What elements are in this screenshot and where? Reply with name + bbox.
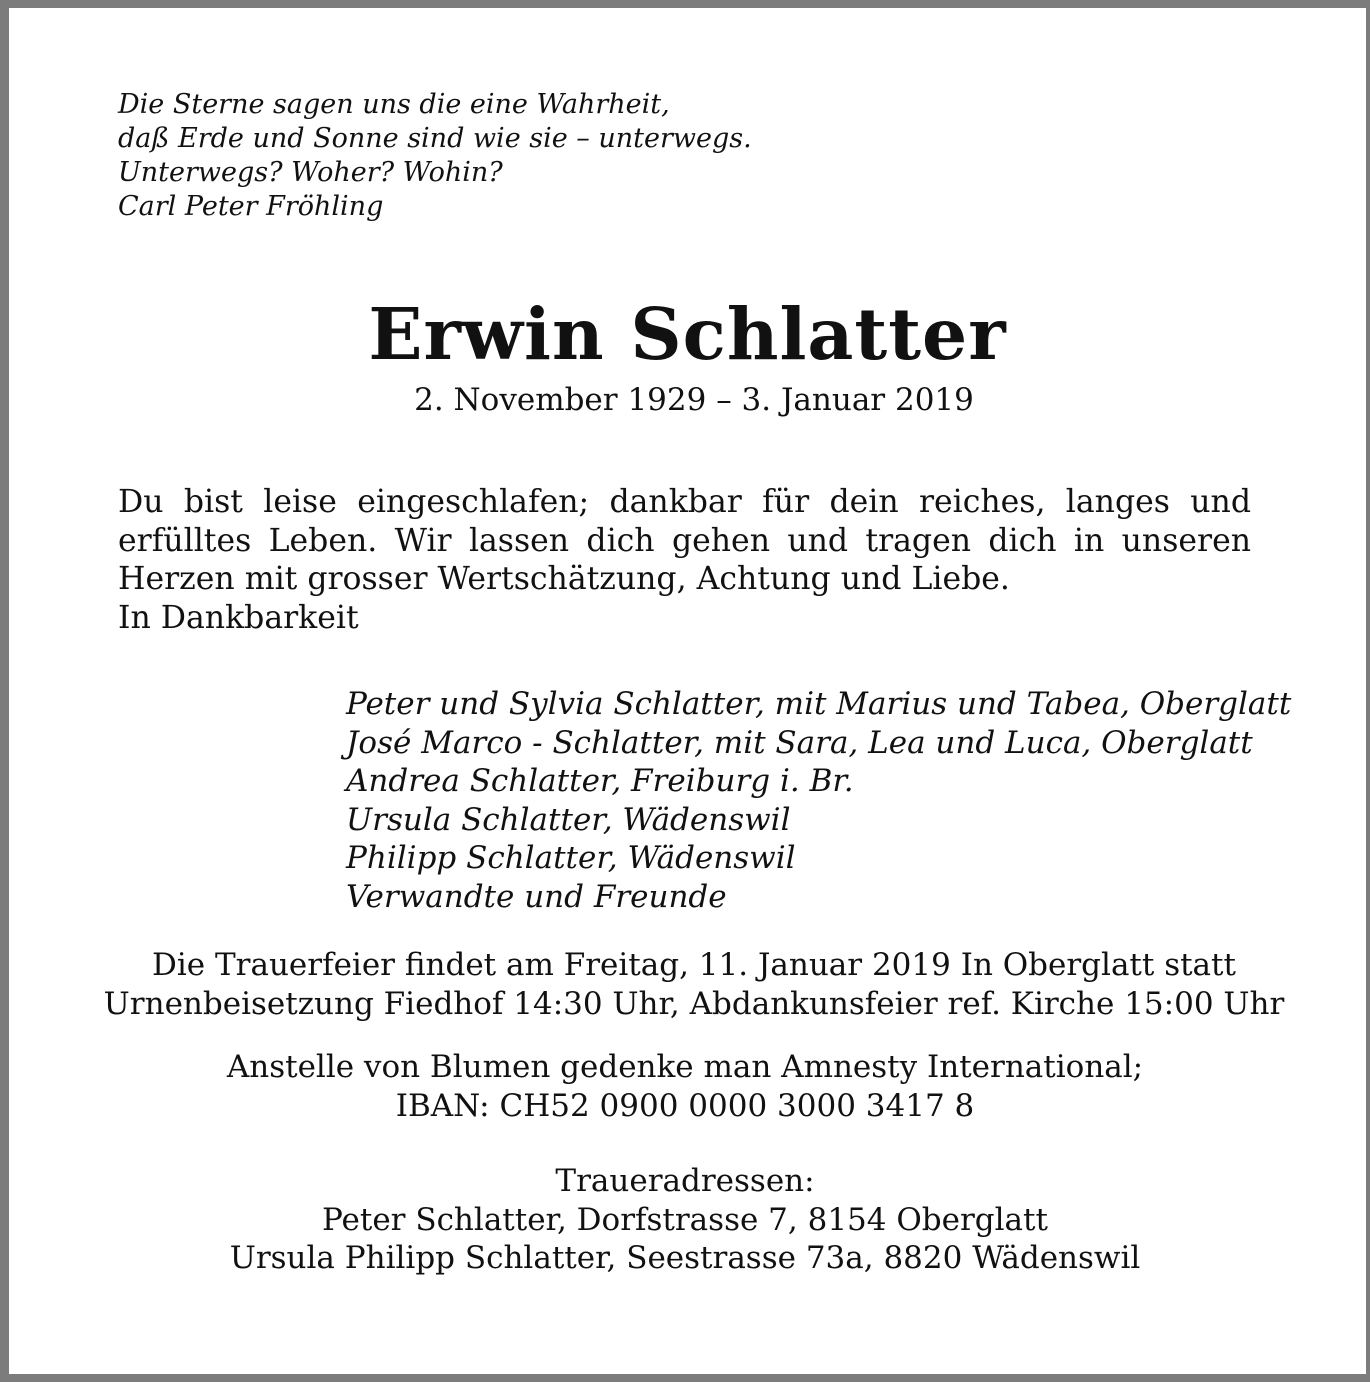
mourner-entry: Philipp Schlatter, Wädenswil: [346, 840, 796, 876]
donation-line: Anstelle von Blumen gedenke man Amnesty International;: [226, 1049, 1144, 1085]
donation-info: [9, 1048, 1361, 1125]
mourners-list: [346, 685, 1291, 916]
motto-author: Carl Peter Fröhling: [118, 191, 384, 222]
addresses-heading: Traueradressen:: [555, 1163, 815, 1199]
donation-iban: IBAN: CH52 0900 0000 3000 3417 8: [395, 1087, 975, 1124]
mourner-entry: Ursula Schlatter, Wädenswil: [346, 801, 791, 838]
farewell-message: [118, 483, 1251, 637]
mourner-entry: Andrea Schlatter, Freiburg i. Br.: [346, 763, 854, 799]
mourning-addresses: [9, 1162, 1361, 1278]
address-line: Ursula Philipp Schlatter, Seestrasse 73a, 8820 Wädenswil: [229, 1240, 1141, 1276]
mourner-entry: Verwandte und Freunde: [346, 878, 727, 915]
motto-quote: [118, 88, 752, 224]
service-line: Urnenbeisetzung Fiedhof 14:30 Uhr, Abdankunsfeier ref. Kirche 15:00 Uhr: [103, 985, 1285, 1022]
funeral-service-info: [9, 946, 1370, 1023]
motto-line: Unterwegs? Woher? Wohin?: [118, 157, 503, 188]
service-line: Die Trauerfeier findet am Freitag, 11. Januar 2019 In Oberglatt statt: [152, 947, 1236, 983]
message-line: Herzen mit grosser Wertschätzung, Achtung und Liebe.: [118, 561, 1010, 597]
message-line: erfülltes Leben. Wir lassen dich gehen und tragen dich in unseren: [118, 522, 1251, 559]
life-dates: 2. November 1929 – 3. Januar 2019: [414, 382, 974, 418]
address-line: Peter Schlatter, Dorfstrasse 7, 8154 Oberglatt: [322, 1201, 1048, 1238]
motto-line: daß Erde und Sonne sind wie sie – unterwegs.: [118, 123, 752, 154]
motto-line: Die Sterne sagen uns die eine Wahrheit,: [118, 89, 670, 120]
mourner-entry: Peter und Sylvia Schlatter, mit Marius und Tabea, Oberglatt: [346, 686, 1292, 722]
message-line: Du bist leise eingeschlafen; dankbar für dein reiches, langes und: [118, 484, 1251, 520]
mourner-entry: José Marco - Schlatter, mit Sara, Lea und Luca, Oberglatt: [346, 724, 1253, 761]
message-closing: In Dankbarkeit: [118, 599, 359, 636]
deceased-name: Erwin Schlatter: [368, 292, 1007, 376]
